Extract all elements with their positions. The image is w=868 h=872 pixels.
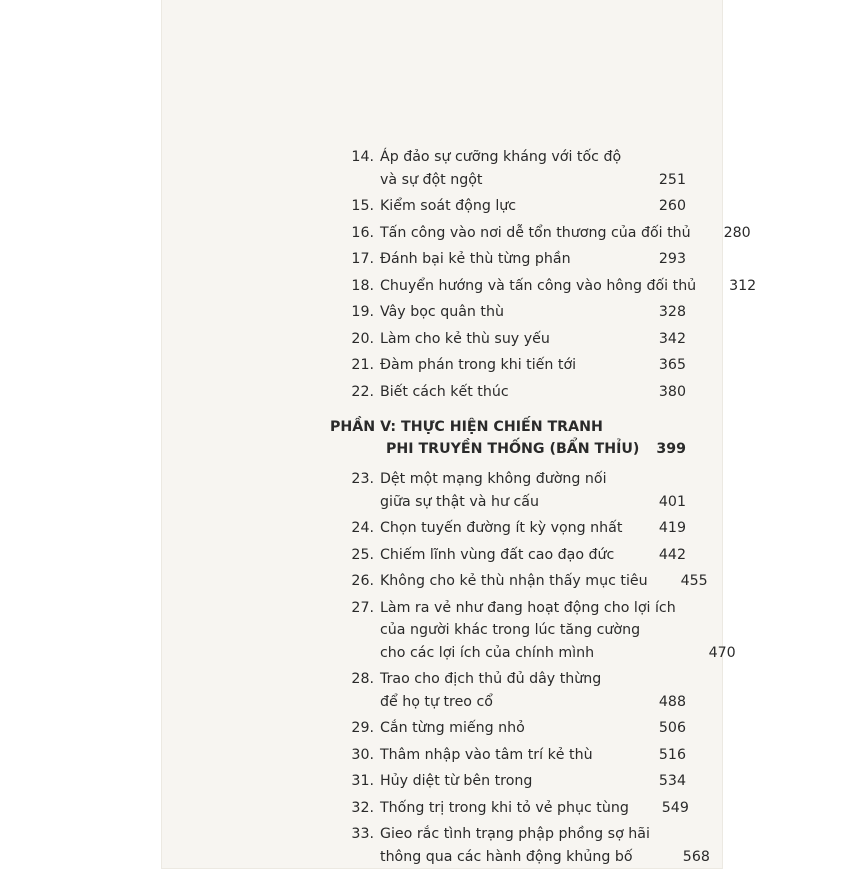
page-number: 251 xyxy=(658,171,686,188)
chapter-title-line: Vây bọc quân thù xyxy=(380,304,504,320)
toc-entry xyxy=(330,275,757,298)
toc-entry xyxy=(330,717,686,740)
toc-entry xyxy=(330,222,751,245)
page-number: 293 xyxy=(658,251,686,267)
chapter-title-line: Làm cho kẻ thù suy yếu xyxy=(380,330,550,347)
chapter-number: 25. xyxy=(351,546,374,563)
chapter-title xyxy=(380,195,626,218)
table-of-contents xyxy=(330,146,757,872)
toc-entry xyxy=(330,597,736,665)
chapter-title xyxy=(380,248,626,271)
chapter-title xyxy=(380,597,676,665)
toc-entry xyxy=(330,195,686,218)
chapter-title-line: Làm ra vẻ như đang hoạt động cho lợi ích xyxy=(380,599,676,616)
chapter-number: 29. xyxy=(351,720,374,736)
chapter-title-line: Đàm phán trong khi tiến tới xyxy=(380,357,577,373)
page-number: 455 xyxy=(680,573,708,589)
chapter-number: 32. xyxy=(351,799,374,816)
chapter-number: 21. xyxy=(351,357,374,373)
page-number: 380 xyxy=(658,383,686,400)
chapter-number: 30. xyxy=(351,746,374,763)
page-number: 312 xyxy=(729,277,757,294)
chapter-title xyxy=(380,770,626,793)
toc-entry xyxy=(330,770,686,793)
chapter-title-line: Biết cách kết thúc xyxy=(380,383,509,400)
chapter-title xyxy=(380,544,626,567)
toc-entry xyxy=(330,146,686,191)
chapter-title xyxy=(380,744,626,767)
chapter-title xyxy=(380,354,626,377)
toc-entry xyxy=(330,328,686,351)
chapter-title-line: Trao cho địch thủ đủ dây thừng xyxy=(380,671,602,687)
toc-entry xyxy=(330,354,686,377)
page-number: 365 xyxy=(658,357,686,373)
chapter-title xyxy=(380,468,626,513)
page-number: 470 xyxy=(708,644,736,661)
part-title-line2: PHI TRUYỀN THỐNG (BẨN THỈU) xyxy=(386,441,640,457)
chapter-title-line: Không cho kẻ thù nhận thấy mục tiêu xyxy=(380,573,648,589)
chapter-title xyxy=(380,823,650,868)
chapter-title xyxy=(380,381,626,404)
chapter-title xyxy=(380,668,626,713)
page-number: 260 xyxy=(658,198,686,214)
chapter-number: 16. xyxy=(351,224,374,241)
chapter-number: 19. xyxy=(351,304,374,320)
chapter-title xyxy=(380,797,629,820)
chapter-title xyxy=(380,222,691,245)
chapter-number: 17. xyxy=(351,251,374,267)
toc-entry xyxy=(330,544,686,567)
chapter-title-line: Dệt một mạng không đường nối xyxy=(380,471,607,487)
chapter-title-line: Thống trị trong khi tỏ vẻ phục tùng xyxy=(380,799,629,816)
toc-entry xyxy=(330,301,686,324)
chapter-title-line: thông qua các hành động khủng bố xyxy=(380,848,633,865)
toc-entry xyxy=(330,570,708,593)
chapter-title xyxy=(380,301,626,324)
chapter-title-line: Chiếm lĩnh vùng đất cao đạo đức xyxy=(380,546,615,563)
page-number: 419 xyxy=(658,520,686,536)
page-number: 506 xyxy=(658,720,686,736)
toc-entry xyxy=(330,823,710,868)
chapter-title-line: Chuyển hướng và tấn công vào hông đối thủ xyxy=(380,277,697,294)
chapter-title-line: cho các lợi ích của chính mình xyxy=(380,644,595,661)
chapter-number: 23. xyxy=(351,471,374,487)
chapter-number: 28. xyxy=(351,671,374,687)
chapter-title xyxy=(380,275,696,298)
chapter-title xyxy=(380,328,626,351)
chapter-number: 27. xyxy=(351,599,374,616)
chapter-number: 14. xyxy=(351,149,374,165)
chapter-title-line: của người khác trong lúc tăng cường xyxy=(380,622,641,638)
page-number: 534 xyxy=(658,773,686,789)
page-number: 516 xyxy=(658,746,686,763)
toc-entry xyxy=(330,468,686,513)
chapter-title-line: Chọn tuyến đường ít kỳ vọng nhất xyxy=(380,520,623,536)
page-number: 568 xyxy=(682,848,710,865)
chapter-number: 15. xyxy=(351,198,374,214)
part-page-number: 399 xyxy=(656,441,686,457)
page-number: 342 xyxy=(658,330,686,347)
part-title-line1: PHẦN V: THỰC HIỆN CHIẾN TRANH xyxy=(330,419,603,435)
chapter-title-line: Áp đảo sự cưỡng kháng với tốc độ xyxy=(380,149,622,165)
toc-entry xyxy=(330,668,686,713)
chapter-title-line: giữa sự thật và hư cấu xyxy=(380,493,539,510)
page-number: 328 xyxy=(658,304,686,320)
toc-list-part-v xyxy=(330,468,736,868)
page-number: 549 xyxy=(661,799,689,816)
toc-list-part-iv xyxy=(330,146,757,403)
chapter-title-line: để họ tự treo cổ xyxy=(380,693,493,710)
toc-entry xyxy=(330,248,686,271)
chapter-title-line: Cắn từng miếng nhỏ xyxy=(380,720,525,736)
toc-entry xyxy=(330,797,689,820)
toc-entry xyxy=(330,381,686,404)
chapter-title-line: Gieo rắc tình trạng phập phồng sợ hãi xyxy=(380,826,650,842)
chapter-title xyxy=(380,570,648,593)
chapter-number: 22. xyxy=(351,383,374,400)
chapter-title-line: Đánh bại kẻ thù từng phần xyxy=(380,251,571,267)
page-number: 442 xyxy=(658,546,686,563)
chapter-title xyxy=(380,517,626,540)
chapter-number: 26. xyxy=(351,573,374,589)
page-number: 401 xyxy=(658,493,686,510)
toc-entry xyxy=(330,744,686,767)
chapter-number: 18. xyxy=(351,277,374,294)
page-number: 488 xyxy=(658,693,686,710)
part-title-row xyxy=(330,438,686,460)
chapter-number: 24. xyxy=(351,520,374,536)
chapter-title-line: Tấn công vào nơi dễ tổn thương của đối thủ xyxy=(380,224,691,241)
part-heading xyxy=(330,416,686,460)
chapter-title-line: Kiểm soát động lực xyxy=(380,198,517,214)
chapter-title-line: Thâm nhập vào tâm trí kẻ thù xyxy=(380,746,593,763)
chapter-title-line: Hủy diệt từ bên trong xyxy=(380,773,533,789)
page-number: 280 xyxy=(723,224,751,241)
chapter-title xyxy=(380,717,626,740)
toc-entry xyxy=(330,517,686,540)
chapter-title-line: và sự đột ngột xyxy=(380,171,483,188)
chapter-number: 33. xyxy=(351,826,374,842)
chapter-number: 20. xyxy=(351,330,374,347)
chapter-title xyxy=(380,146,626,191)
chapter-number: 31. xyxy=(351,773,374,789)
